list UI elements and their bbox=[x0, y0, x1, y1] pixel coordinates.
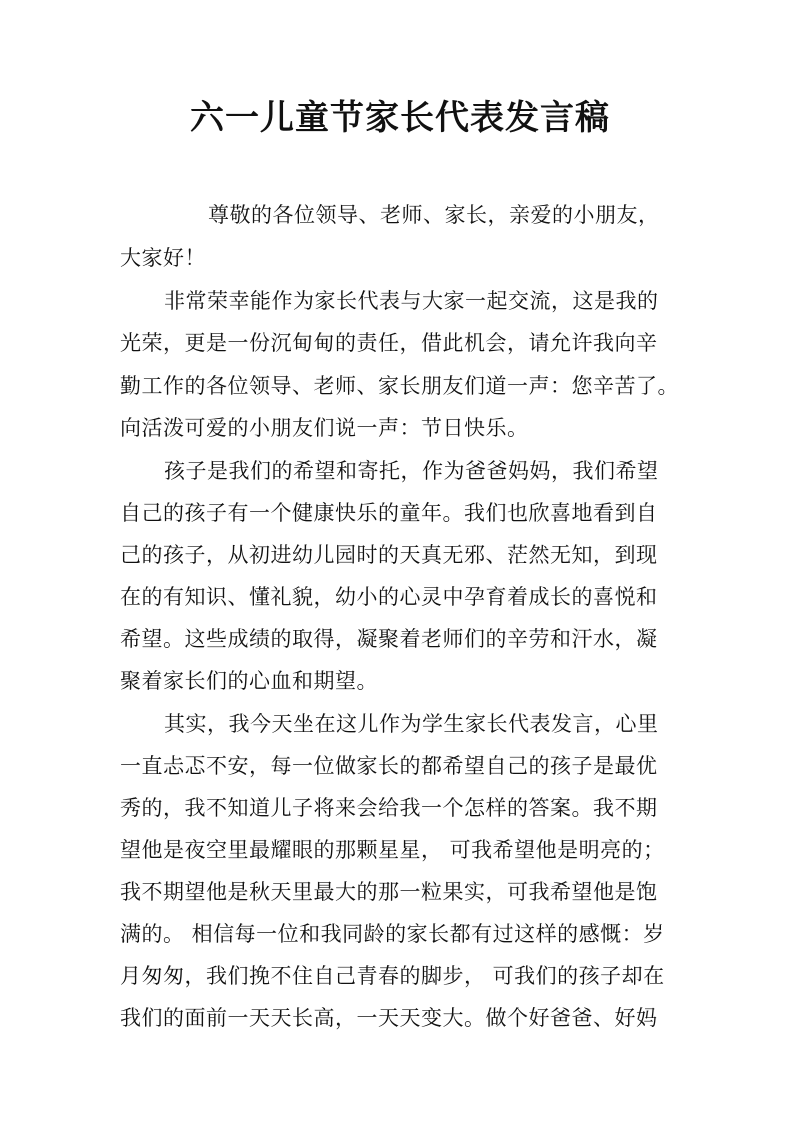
text-line: 秀的，我不知道儿子将来会给我一个怎样的答案。我不期 bbox=[120, 796, 658, 820]
text-line: 望他是夜空里最耀眼的那颗星星， 可我希望他是明亮的； bbox=[120, 838, 665, 862]
text-line: 月匆匆，我们挽不住自己青春的脚步， 可我们的孩子却在 bbox=[120, 964, 665, 988]
text-line: 一直忐忑不安，每一位做家长的都希望自己的孩子是最优 bbox=[120, 754, 658, 778]
text-line: 我们的面前一天天长高，一天天变大。做个好爸爸、好妈 bbox=[120, 1006, 658, 1030]
text-line: 非常荣幸能作为家长代表与大家一起交流，这是我的 bbox=[164, 289, 659, 313]
text-line: 我不期望他是秋天里最大的那一粒果实，可我希望他是饱 bbox=[120, 880, 658, 904]
text-line: 勤工作的各位领导、老师、家长朋友们道一声：您辛苦了。 bbox=[120, 374, 679, 398]
document-title: 六一儿童节家长代表发言稿 bbox=[190, 98, 610, 138]
text-line: 其实，我今天坐在这儿作为学生家长代表发言，心里 bbox=[164, 712, 659, 736]
text-line: 尊敬的各位领导、老师、家长，亲爱的小朋友， bbox=[208, 203, 660, 227]
text-line: 聚着家长们的心血和期望。 bbox=[120, 669, 378, 693]
text-line: 希望。这些成绩的取得，凝聚着老师们的辛劳和汗水，凝 bbox=[120, 627, 658, 651]
text-line: 满的。 相信每一位和我同龄的家长都有过这样的感慨：岁 bbox=[120, 922, 665, 946]
text-line: 大家好！ bbox=[120, 246, 206, 270]
text-line: 在的有知识、懂礼貌，幼小的心灵中孕育着成长的喜悦和 bbox=[120, 585, 658, 609]
text-line: 光荣，更是一份沉甸甸的责任，借此机会，请允许我向辛 bbox=[120, 331, 658, 355]
text-line: 向活泼可爱的小朋友们说一声：节日快乐。 bbox=[120, 416, 529, 440]
text-line: 自己的孩子有一个健康快乐的童年。我们也欣喜地看到自 bbox=[120, 501, 658, 525]
text-line: 己的孩子，从初进幼儿园时的天真无邪、茫然无知，到现 bbox=[120, 543, 658, 567]
text-line: 孩子是我们的希望和寄托，作为爸爸妈妈，我们希望 bbox=[164, 459, 659, 483]
